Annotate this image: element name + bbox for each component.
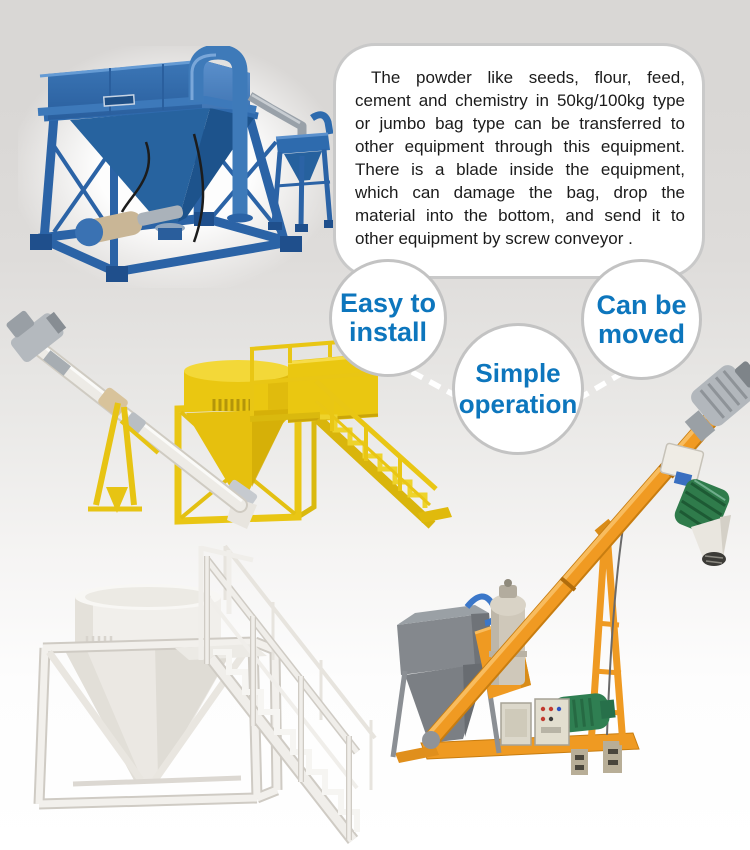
control-boxes <box>501 699 569 745</box>
description-text: The powder like seeds, flour, feed, cement and chemistry in 50kg/100kg type or jumbo bag type can be transferred to other equipment through this equipment. There is a blade inside the equipment, which can damage the bag, drop the material into the bottom, and send it to other equipment by screw conveyor . <box>355 68 685 248</box>
feature-label-line: Can be <box>596 289 687 320</box>
conveyor-motor <box>0 296 71 376</box>
feature-label-line: operation <box>458 389 578 419</box>
hopper-cylinder <box>184 360 292 411</box>
feature-label-line: Simple <box>475 358 561 388</box>
photo-blue-bag-breaking-machine <box>18 46 333 288</box>
feature-circle-simple-operation <box>452 323 584 455</box>
feature-label-line: Easy to <box>339 288 437 318</box>
feature-label-line: moved <box>597 318 686 349</box>
feature-circle-can-be-moved <box>581 259 702 380</box>
drive-motor-top <box>685 355 750 442</box>
white-machine-illustration <box>15 540 435 850</box>
tripod-support <box>88 403 158 513</box>
feature-label-line: install <box>348 317 428 347</box>
blue-machine-illustration <box>18 46 333 288</box>
description-bubble <box>333 43 705 279</box>
feature-circle-easy-to-install <box>329 259 447 377</box>
photo-white-hopper-with-stairs <box>15 540 435 850</box>
discharge-head <box>660 443 732 566</box>
